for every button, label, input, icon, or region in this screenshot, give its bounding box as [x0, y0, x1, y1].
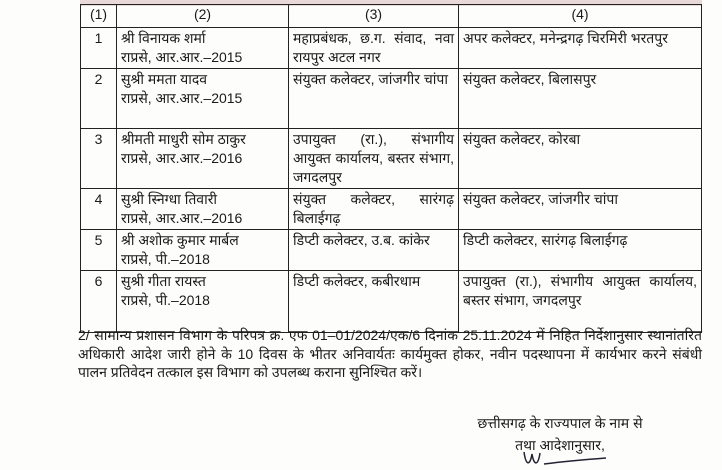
officer-service: राप्रसे, आर.आर.–2016 [121, 210, 243, 226]
handwritten-signature [520, 448, 610, 470]
officer-name: सुश्री ममता यादव [121, 71, 208, 87]
header-col-2: (2) [117, 5, 289, 28]
serial-number: 6 [81, 271, 117, 333]
serial-number: 2 [81, 69, 117, 129]
current-post: डिप्टी कलेक्टर, उ.ब. कांकेर [289, 230, 459, 271]
current-post: महाप्रबंधक, छ.ग. संवाद, नवा रायपुर अटल नगर [289, 28, 459, 69]
new-post: उपायुक्त (रा.), संभागीय आयुक्त कार्यालय, बस्तर संभाग, जगदलपुर [459, 271, 702, 333]
transfer-table [80, 4, 702, 333]
serial-number: 3 [81, 129, 117, 189]
current-post: संयुक्त कलेक्टर, सारंगढ़ बिलाईगढ़ [289, 189, 459, 230]
current-post: उपायुक्त (रा.), संभागीय आयुक्त कार्यालय, बस्तर संभाग, जगदलपुर [289, 129, 459, 189]
officer-cell [117, 271, 289, 333]
officer-cell [117, 28, 289, 69]
new-post: संयुक्त कलेक्टर, जांजगीर चांपा [459, 189, 702, 230]
officer-name: श्री अशोक कुमार मार्बल [121, 232, 239, 248]
officer-cell [117, 69, 289, 129]
current-post: संयुक्त कलेक्टर, जांजगीर चांपा [289, 69, 459, 129]
serial-number: 5 [81, 230, 117, 271]
officer-cell [117, 230, 289, 271]
table-row [81, 189, 702, 230]
officer-service: राप्रसे, आर.आर.–2015 [121, 49, 243, 65]
table-row [81, 28, 702, 69]
header-col-4: (4) [459, 5, 702, 28]
serial-number: 4 [81, 189, 117, 230]
table-row [81, 69, 702, 129]
officer-name: सुश्री स्निग्धा तिवारी [121, 191, 218, 207]
header-col-3: (3) [289, 5, 459, 28]
new-post: संयुक्त कलेक्टर, बिलासपुर [459, 69, 702, 129]
officer-name: श्री विनायक शर्मा [121, 30, 206, 46]
serial-number: 1 [81, 28, 117, 69]
officer-name: सुश्री गीता रायस्त [121, 273, 206, 289]
officer-cell [117, 189, 289, 230]
header-col-1: (1) [81, 5, 117, 28]
table-row [81, 230, 702, 271]
table-header-row [81, 5, 702, 28]
table-row [81, 129, 702, 189]
instruction-paragraph: 2/ सामान्य प्रशासन विभाग के परिपत्र क्र. एफ 01–01/2024/एक/6 दिनांक 25.11.2024 में निहित निर्देशानुसार स्थानांतरित अधिकारी आदेश जारी होने के 10 दिवस के भीतर अनिवार्यतः कार्यमुक्त होकर, नवीन पदस्थापना में कार्यभार करने संबंधी पालन प्रतिवेदन तत्काल इस विभाग को उपलब्ध कराना सुनिश्चित करें। [78, 327, 702, 380]
table-row [81, 271, 702, 333]
new-post: अपर कलेक्टर, मनेन्द्रगढ़ चिरमिरी भरतपुर [459, 28, 702, 69]
officer-service: राप्रसे, पी.–2018 [121, 251, 210, 267]
officer-name: श्रीमती माधुरी सोम ठाकुर [121, 131, 246, 147]
officer-service: राप्रसे, आर.आर.–2016 [121, 150, 243, 166]
new-post: डिप्टी कलेक्टर, सारंगढ़ बिलाईगढ़ [459, 230, 702, 271]
signature-line-2: तथा आदेशानुसार, [515, 437, 605, 453]
current-post: डिप्टी कलेक्टर, कबीरधाम [289, 271, 459, 333]
new-post: संयुक्त कलेक्टर, कोरबा [459, 129, 702, 189]
officer-service: राप्रसे, आर.आर.–2015 [121, 90, 243, 106]
officer-service: राप्रसे, पी.–2018 [121, 292, 210, 308]
signature-line-1: छत्तीसगढ़ के राज्यपाल के नाम से [477, 415, 643, 431]
officer-cell [117, 129, 289, 189]
